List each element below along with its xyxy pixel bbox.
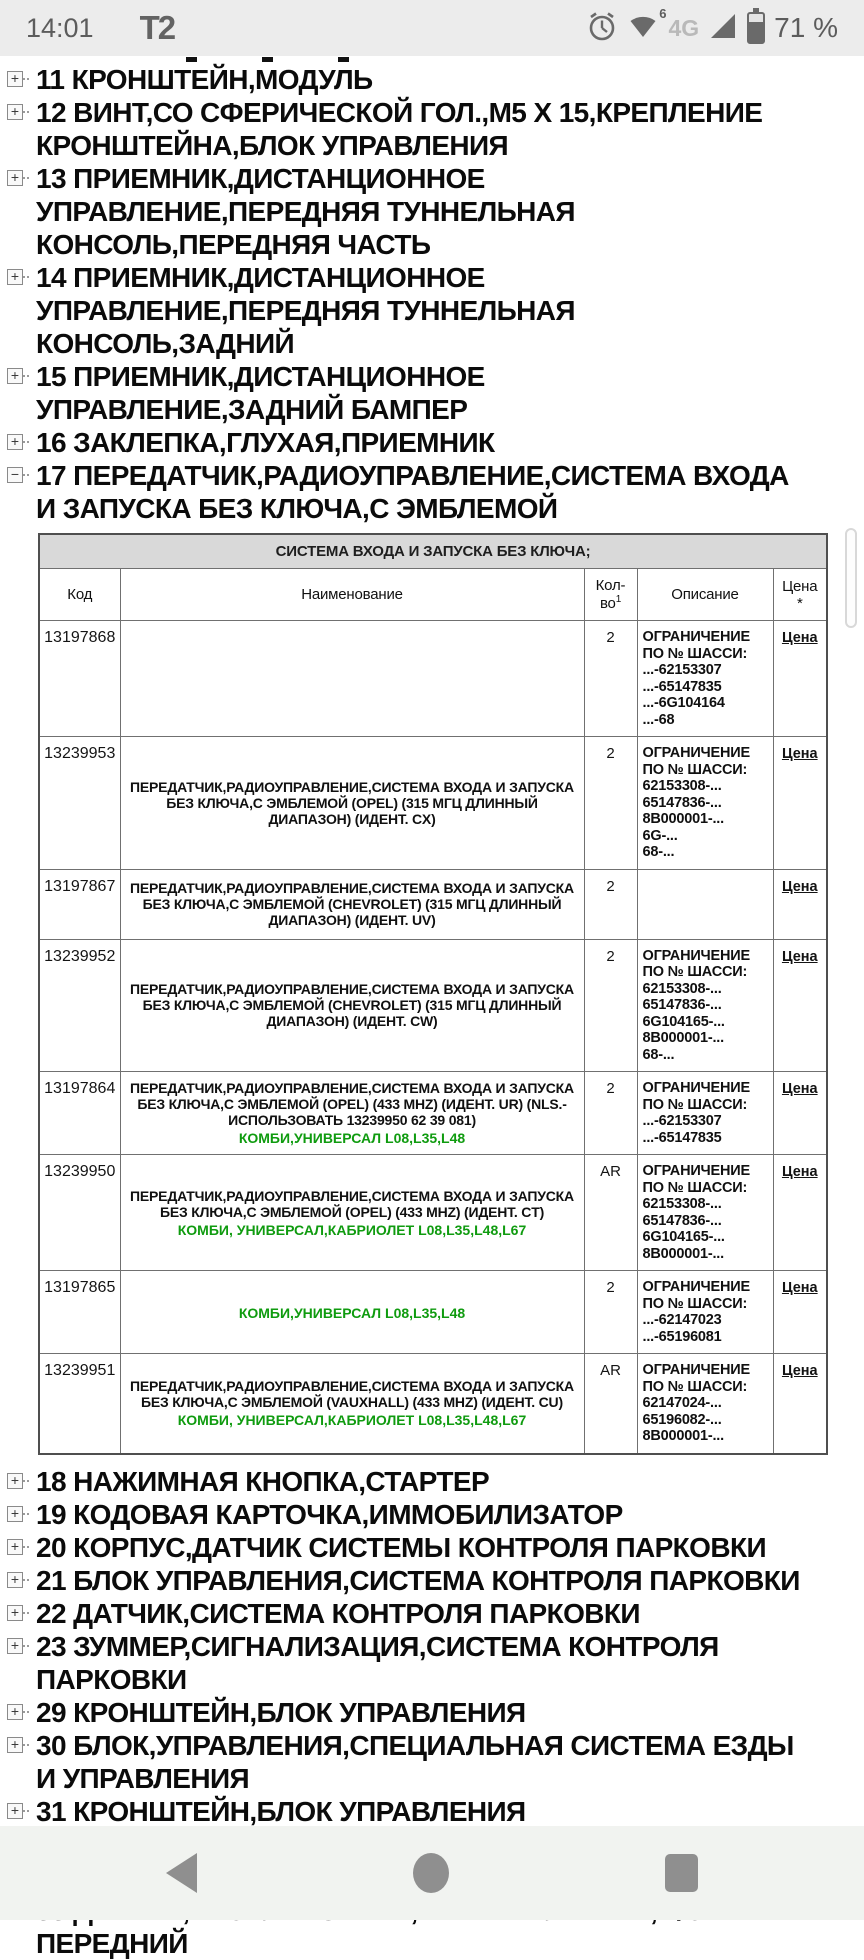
expand-icon[interactable]: +	[7, 1803, 23, 1819]
part-name-text: ПЕРЕДАТЧИК,РАДИОУПРАВЛЕНИЕ,СИСТЕМА ВХОДА И ЗАПУСКА БЕЗ КЛЮЧА,С ЭМБЛЕМОЙ (OPEL) (433 MHZ) (ИДЕНТ. CT)	[130, 1187, 574, 1220]
part-item-31	[0, 1795, 864, 1828]
part-name-text: ПЕРЕДАТЧИК,РАДИОУПРАВЛЕНИЕ,СИСТЕМА ВХОДА И ЗАПУСКА БЕЗ КЛЮЧА,С ЭМБЛЕМОЙ (CHEVROLET) (315 МГЦ ДЛИННЫЙ ДИАПАЗОН) (ИДЕНТ. CW)	[130, 981, 574, 1030]
col-header-name: Наименование	[120, 569, 584, 621]
part-item-line: 21 БЛОК УПРАВЛЕНИЯ,СИСТЕМА КОНТРОЛЯ ПАРКОВКИ	[36, 1564, 800, 1596]
expand-icon[interactable]: +	[7, 434, 23, 450]
description-line: ОГРАНИЧЕНИЕ	[642, 1279, 750, 1295]
part-item-11	[0, 63, 864, 96]
description-line: 62153308-...	[642, 778, 722, 794]
col-header-code: Код	[39, 569, 120, 621]
wifi-6-label: 6	[659, 5, 667, 21]
part-item-17	[0, 459, 864, 525]
expand-icon[interactable]: +	[7, 1473, 23, 1489]
keyless-system-table	[38, 533, 828, 1455]
part-item-12	[0, 96, 864, 162]
part-item-text	[36, 360, 864, 426]
part-item-21	[0, 1564, 864, 1597]
keyless-system-table-wrap	[38, 533, 864, 1455]
description-line: ...-65147835	[642, 1129, 722, 1146]
description-line: 65147836-...	[642, 1212, 722, 1229]
wifi-6-icon	[627, 5, 667, 47]
cell-qty: 2	[584, 621, 637, 737]
cell-code: 13239952	[39, 939, 120, 1072]
cell-qty: 2	[584, 1271, 637, 1354]
table-caption: СИСТЕМА ВХОДА И ЗАПУСКА БЕЗ КЛЮЧА;	[39, 534, 827, 569]
part-item-line: 30 БЛОК,УПРАВЛЕНИЯ,СПЕЦИАЛЬНАЯ СИСТЕМА ЕЗДЫ	[36, 1729, 794, 1761]
part-item-line: 17 ПЕРЕДАТЧИК,РАДИОУПРАВЛЕНИЕ,СИСТЕМА ВХОДА	[36, 460, 789, 491]
part-item-line: 19 КОДОВАЯ КАРТОЧКА,ИММОБИЛИЗАТОР	[36, 1498, 623, 1530]
part-name-text: ПЕРЕДАТЧИК,РАДИОУПРАВЛЕНИЕ,СИСТЕМА ВХОДА И ЗАПУСКА БЕЗ КЛЮЧА,С ЭМБЛЕМОЙ (OPEL) (433 MHZ) (ИДЕНТ. UR) (NLS.-ИСПОЛЬЗОВАТЬ 13239950 62 39 081)	[130, 1080, 574, 1128]
expand-icon[interactable]: +	[7, 1737, 23, 1753]
nav-home-icon[interactable]	[413, 1853, 449, 1893]
part-item-line: ПЕРЕДНИЙ	[36, 1927, 188, 1959]
part-item-text	[36, 261, 864, 360]
price-link[interactable]: Цена	[781, 948, 818, 965]
cell-code: 13239950	[39, 1155, 120, 1271]
description-line: ...-6G104164	[642, 695, 725, 711]
price-footnote-marker: *	[796, 594, 803, 612]
description-line: ПО № ШАССИ:	[642, 1295, 748, 1312]
part-item-line: УПРАВЛЕНИЕ,ПЕРЕДНЯЯ ТУННЕЛЬНАЯ	[36, 196, 575, 227]
part-item-line: И ЗАПУСКА БЕЗ КЛЮЧА,С ЭМБЛЕМОЙ	[36, 493, 558, 524]
description-line: ...-65196081	[642, 1328, 722, 1345]
cell-code: 13197864	[39, 1072, 120, 1155]
part-item-line: 18 НАЖИМНАЯ КНОПКА,СТАРТЕР	[36, 1465, 490, 1497]
description-line: 6G-...	[642, 827, 678, 844]
cell-price	[773, 1354, 827, 1454]
description-line: 8B000001-...	[642, 1245, 724, 1262]
part-name-text: ПЕРЕДАТЧИК,РАДИОУПРАВЛЕНИЕ,СИСТЕМА ВХОДА И ЗАПУСКА БЕЗ КЛЮЧА,С ЭМБЛЕМОЙ (VAUXHALL) (433 MHZ) (ИДЕНТ. CU)	[130, 1378, 574, 1411]
cell-name	[120, 737, 584, 870]
table-row	[39, 869, 827, 939]
expand-icon[interactable]: +	[7, 269, 23, 285]
part-item-line: 15 ПРИЕМНИК,ДИСТАНЦИОННОЕ	[36, 361, 485, 392]
cell-description	[637, 869, 773, 939]
part-item-16	[0, 426, 864, 459]
description-line: ...-62153307	[642, 662, 722, 678]
expand-icon[interactable]: +	[7, 170, 23, 186]
price-link[interactable]: Цена	[781, 746, 818, 762]
price-link[interactable]: Цена	[781, 630, 818, 646]
part-item-line: 14 ПРИЕМНИК,ДИСТАНЦИОННОЕ	[36, 262, 485, 293]
part-item-line: 13 ПРИЕМНИК,ДИСТАНЦИОННОЕ	[36, 163, 485, 194]
cell-qty: 2	[584, 737, 637, 870]
description-line: 62147024-...	[642, 1395, 722, 1411]
part-item-text	[36, 1465, 864, 1498]
description-line: ...-65147835	[642, 678, 722, 695]
part-item-text	[36, 1597, 864, 1630]
part-item-line: 20 КОРПУС,ДАТЧИК СИСТЕМЫ КОНТРОЛЯ ПАРКОВКИ	[36, 1531, 766, 1563]
cell-price	[773, 939, 827, 1072]
part-item-text	[36, 1696, 864, 1729]
part-item-text	[36, 1498, 864, 1531]
cell-code: 13197865	[39, 1271, 120, 1354]
alarm-icon	[586, 9, 618, 48]
cell-qty: 2	[584, 939, 637, 1072]
part-item-20	[0, 1531, 864, 1564]
nav-back-icon[interactable]	[166, 1853, 197, 1893]
col-header-qty: Кол-$во^1$	[584, 569, 637, 621]
description-line: 65147836-...	[642, 794, 722, 811]
description-line: ПО № ШАССИ:	[642, 964, 748, 980]
description-line: ...-68	[642, 711, 675, 728]
cell-qty: AR	[584, 1354, 637, 1454]
price-link[interactable]: Цена	[781, 1363, 818, 1379]
expand-icon[interactable]: +	[7, 1539, 23, 1555]
description-line: ПО № ШАССИ:	[642, 645, 748, 662]
description-line: 62153308-...	[642, 980, 722, 997]
part-item-line: КОНСОЛЬ,ПЕРЕДНЯЯ ЧАСТЬ	[36, 229, 431, 260]
cell-name	[120, 939, 584, 1072]
part-item-line: КРОНШТЕЙНА,БЛОК УПРАВЛЕНИЯ	[36, 130, 509, 161]
cell-name	[120, 1072, 584, 1155]
part-applicability-text: КОМБИ,УНИВЕРСАЛ L08,L35,L48	[238, 1130, 466, 1146]
part-item-text	[36, 1531, 864, 1564]
description-line: ОГРАНИЧЕНИЕ	[642, 745, 750, 761]
cell-name	[120, 1354, 584, 1454]
cell-code: 13239953	[39, 737, 120, 870]
description-line: 8B000001-...	[642, 1428, 724, 1444]
expand-icon[interactable]: +	[7, 104, 23, 120]
cell-name	[120, 621, 584, 737]
part-item-line: И УПРАВЛЕНИЯ	[36, 1762, 249, 1794]
expand-icon[interactable]: +	[7, 1704, 23, 1720]
part-item-22	[0, 1597, 864, 1630]
table-row	[39, 1072, 827, 1155]
table-caption-row	[39, 534, 827, 569]
cell-description	[637, 1155, 773, 1271]
parts-list-top	[0, 63, 864, 525]
cell-qty: AR	[584, 1155, 637, 1271]
part-name-text: ПЕРЕДАТЧИК,РАДИОУПРАВЛЕНИЕ,СИСТЕМА ВХОДА И ЗАПУСКА БЕЗ КЛЮЧА,С ЭМБЛЕМОЙ (OPEL) (315 МГЦ ДЛИННЫЙ ДИАПАЗОН) (ИДЕНТ. CX)	[130, 778, 574, 827]
description-line: ОГРАНИЧЕНИЕ	[642, 629, 750, 645]
description-line: ОГРАНИЧЕНИЕ	[642, 1362, 750, 1378]
battery-icon	[747, 12, 765, 44]
part-item-13	[0, 162, 864, 261]
clock-time: 14:01	[26, 12, 94, 43]
battery-percent: 71 %	[774, 12, 838, 43]
cell-price	[773, 1072, 827, 1155]
cell-name	[120, 869, 584, 939]
part-item-19	[0, 1498, 864, 1531]
cell-description	[637, 939, 773, 1072]
part-item-text	[36, 426, 864, 459]
description-line: ОГРАНИЧЕНИЕ	[642, 947, 750, 964]
part-name-text: ПЕРЕДАТЧИК,РАДИОУПРАВЛЕНИЕ,СИСТЕМА ВХОДА И ЗАПУСКА БЕЗ КЛЮЧА,С ЭМБЛЕМОЙ (CHEVROLET) (315 МГЦ ДЛИННЫЙ ДИАПАЗОН) (ИДЕНТ. UV)	[130, 880, 574, 928]
part-applicability-text: КОМБИ, УНИВЕРСАЛ,КАБРИОЛЕТ L08,L35,L48,L67	[177, 1412, 527, 1429]
part-item-line: 16 ЗАКЛЕПКА,ГЛУХАЯ,ПРИЕМНИК	[36, 427, 495, 458]
description-line: ОГРАНИЧЕНИЕ	[642, 1163, 750, 1179]
part-item-line: ПАРКОВКИ	[36, 1663, 187, 1695]
description-line: 68-...	[642, 844, 675, 860]
price-link[interactable]: Цена	[781, 1280, 818, 1296]
description-line: ОГРАНИЧЕНИЕ	[642, 1080, 750, 1096]
page-scrollbar[interactable]	[845, 528, 857, 628]
nav-recents-icon[interactable]	[665, 1854, 698, 1892]
collapse-icon[interactable]: −	[7, 467, 23, 483]
part-item-line: 12 ВИНТ,СО СФЕРИЧЕСКОЙ ГОЛ.,М5 Х 15,КРЕПЛЕНИЕ	[36, 97, 763, 128]
part-item-14	[0, 261, 864, 360]
part-item-line: 29 КРОНШТЕЙН,БЛОК УПРАВЛЕНИЯ	[36, 1696, 526, 1728]
part-item-text	[36, 459, 864, 525]
part-item-18	[0, 1465, 864, 1498]
mobile-signal-icon	[708, 11, 738, 46]
cell-price	[773, 1155, 827, 1271]
part-item-line: КОНСОЛЬ,ЗАДНИЙ	[36, 328, 295, 359]
cell-name	[120, 1155, 584, 1271]
cell-description	[637, 737, 773, 870]
carrier-logo: T2	[139, 9, 175, 46]
part-item-23	[0, 1630, 864, 1696]
price-link[interactable]: Цена	[781, 878, 818, 895]
qty-footnote-marker: 1	[615, 594, 622, 605]
part-item-15	[0, 360, 864, 426]
description-line: ...-62153307	[642, 1113, 722, 1129]
part-item-30	[0, 1729, 864, 1795]
description-line: 65147836-...	[642, 997, 722, 1013]
description-line: 6G104165-...	[642, 1013, 725, 1030]
cell-qty: 2	[584, 869, 637, 939]
table-row	[39, 939, 827, 1072]
cell-code: 13197868	[39, 621, 120, 737]
table-row	[39, 1354, 827, 1454]
table-row	[39, 621, 827, 737]
network-type-label: 4G	[668, 14, 700, 41]
part-item-text	[36, 96, 864, 162]
cell-code: 13239951	[39, 1354, 120, 1454]
part-item-text	[36, 1630, 864, 1696]
expand-icon[interactable]: +	[7, 71, 23, 87]
description-line: ПО № ШАССИ:	[642, 761, 748, 778]
status-bar	[0, 0, 864, 56]
part-item-text	[36, 63, 864, 96]
price-link[interactable]: Цена	[781, 1081, 818, 1097]
col-header-price: Цена *	[773, 569, 827, 621]
part-applicability-text: КОМБИ,УНИВЕРСАЛ L08,L35,L48	[238, 1305, 466, 1321]
description-line: ПО № ШАССИ:	[642, 1179, 748, 1196]
description-line: ...-62147023	[642, 1312, 722, 1328]
part-item-text	[36, 1729, 864, 1795]
part-item-line: 11 КРОНШТЕЙН,МОДУЛЬ	[36, 64, 373, 95]
description-line: ПО № ШАССИ:	[642, 1096, 748, 1113]
part-item-line: 31 КРОНШТЕЙН,БЛОК УПРАВЛЕНИЯ	[36, 1795, 526, 1827]
part-item-line: УПРАВЛЕНИЕ,ПЕРЕДНЯЯ ТУННЕЛЬНАЯ	[36, 295, 575, 326]
expand-icon[interactable]: +	[7, 368, 23, 384]
table-header-row	[39, 569, 827, 621]
description-line: 6G104165-...	[642, 1229, 725, 1245]
description-line: 62153308-...	[642, 1196, 722, 1212]
table-row	[39, 1155, 827, 1271]
part-item-line: 23 ЗУММЕР,СИГНАЛИЗАЦИЯ,СИСТЕМА КОНТРОЛЯ	[36, 1630, 719, 1662]
expand-icon[interactable]: +	[7, 1638, 23, 1654]
description-line: 8B000001-...	[642, 811, 724, 827]
cell-qty: 2	[584, 1072, 637, 1155]
col-header-desc: Описание	[637, 569, 773, 621]
price-link[interactable]: Цена	[781, 1164, 818, 1180]
part-item-text	[36, 162, 864, 261]
part-item-line: 22 ДАТЧИК,СИСТЕМА КОНТРОЛЯ ПАРКОВКИ	[36, 1597, 640, 1629]
clipped-line-fragment	[0, 56, 864, 63]
expand-icon[interactable]: +	[7, 1572, 23, 1588]
cell-name	[120, 1271, 584, 1354]
description-line: 68-...	[642, 1046, 675, 1063]
cell-description	[637, 1271, 773, 1354]
part-applicability-text: КОМБИ, УНИВЕРСАЛ,КАБРИОЛЕТ L08,L35,L48,L67	[177, 1221, 527, 1238]
status-icons	[586, 5, 838, 48]
cell-description	[637, 621, 773, 737]
description-line: ПО № ШАССИ:	[642, 1378, 748, 1395]
cell-price	[773, 1271, 827, 1354]
part-item-29	[0, 1696, 864, 1729]
expand-icon[interactable]: +	[7, 1506, 23, 1522]
cell-price	[773, 737, 827, 870]
android-nav-bar	[0, 1826, 864, 1920]
table-row	[39, 1271, 827, 1354]
part-item-line: УПРАВЛЕНИЕ,ЗАДНИЙ БАМПЕР	[36, 394, 468, 425]
cell-description	[637, 1072, 773, 1155]
table-row	[39, 737, 827, 870]
cell-code: 13197867	[39, 869, 120, 939]
cell-price	[773, 869, 827, 939]
cell-description	[637, 1354, 773, 1454]
part-item-text	[36, 1564, 864, 1597]
description-line: 8B000001-...	[642, 1030, 724, 1046]
part-item-text	[36, 1795, 864, 1828]
description-line: 65196082-...	[642, 1411, 722, 1428]
expand-icon[interactable]: +	[7, 1605, 23, 1621]
cell-price	[773, 621, 827, 737]
